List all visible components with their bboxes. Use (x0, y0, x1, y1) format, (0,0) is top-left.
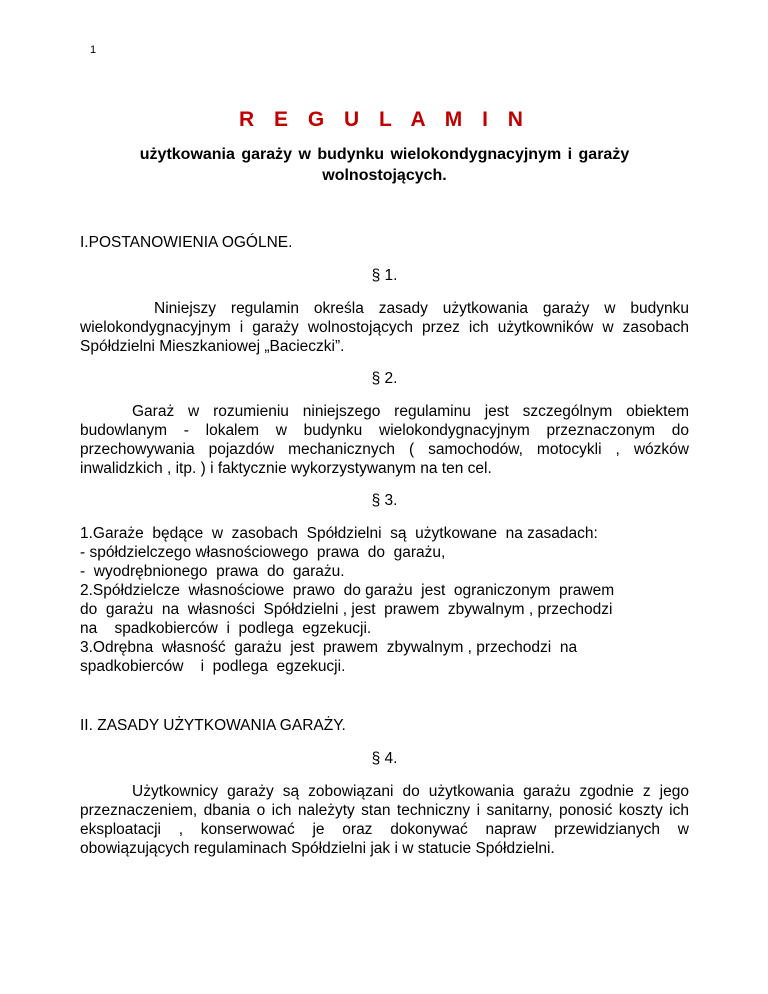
paragraph-3-line: 2.Spółdzielcze własnościowe prawo do garażu jest ograniczonym prawem (80, 582, 615, 599)
paragraph-3-line: 1.Garaże będące w zasobach Spółdzielni są użytkowane na zasadach: (80, 525, 598, 542)
section-heading-rules: II. ZASADY UŻYTKOWANIA GARAŻY. (80, 717, 346, 734)
paragraph-3-line: - spółdzielczego własnościowego prawa do garażu, (80, 544, 446, 561)
paragraph-3-line: do garażu na własności Spółdzielni , jest prawem zbywalnym , przechodzi (80, 601, 613, 618)
paragraph-3-line: spadkobierców i podlega egzekucji. (80, 658, 346, 675)
paragraph-number-1: § 1. (371, 267, 398, 284)
paragraph-text-3 (80, 524, 689, 676)
paragraph-3-line: - wyodrębnionego prawa do garażu. (80, 563, 345, 580)
paragraph-text-4: Użytkownicy garaży są zobowiązani do użytkowania garażu zgodnie z jego przeznaczeniem, dbania o ich należyty stan techniczny i sanitarny, ponosić koszty ich eksploatacji , konserwować je oraz dokonywać napraw przewidzianych w obowiązujących regulaminach Spółdzielni jak i w statucie Spółdzielni. (80, 783, 689, 857)
paragraph-3-line: na spadkobierców i podlega egzekucji. (80, 620, 372, 637)
paragraph-number-3: § 3. (371, 492, 398, 509)
document-title: R E G U L A M I N (239, 108, 530, 131)
paragraph-3-line: 3.Odrębna własność garażu jest prawem zbywalnym , przechodzi na (80, 639, 578, 656)
document-content (80, 110, 689, 871)
page-number: 1 (90, 44, 97, 56)
paragraph-number-4: § 4. (371, 750, 398, 767)
document-subtitle: użytkowania garaży w budynku wielokondygnacyjnym i garaży wolnostojących. (139, 146, 630, 184)
paragraph-text-1: Niniejszy regulamin określa zasady użytkowania garaży w budynku wielokondygnacyjnym i garaży wolnostojących przez ich użytkowników w zasobach Spółdzielni Mieszkaniowej „Bacieczki”. (80, 300, 689, 355)
paragraph-text-2: Garaż w rozumieniu niniejszego regulaminu jest szczególnym obiektem budowlanym - lokalem w budynku wielokondygnacyjnym przeznaczonym do przechowywania pojazdów mechanicznych ( samochodów, motocykli , wózków inwalidzkich , itp. ) i faktycznie wykorzystywanym na ten cel. (80, 403, 689, 477)
section-heading-general: I.POSTANOWIENIA OGÓLNE. (80, 234, 293, 251)
paragraph-number-2: § 2. (371, 370, 398, 387)
